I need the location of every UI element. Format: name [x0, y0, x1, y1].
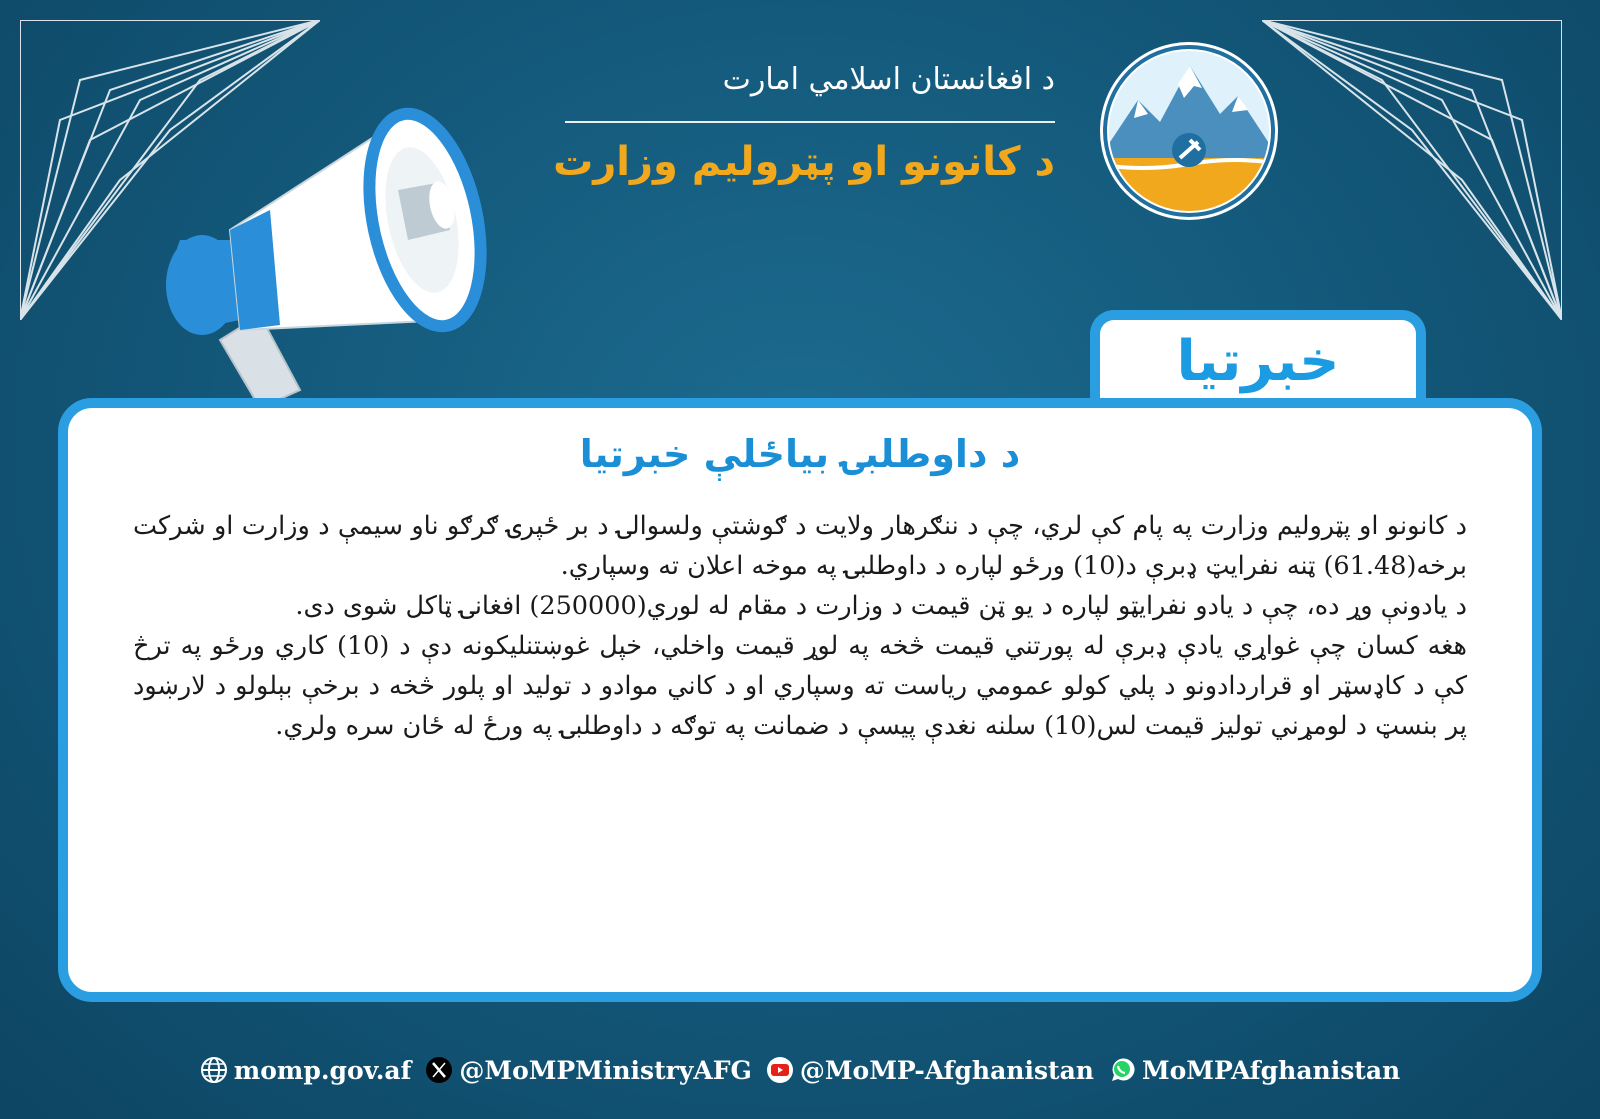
header-emirate — [555, 58, 1055, 102]
footer-whatsapp-text: MoMPAfghanistan — [1141, 1055, 1401, 1085]
announcement-title: د داوطلبۍ بیاځلې خبرتیا — [579, 432, 1021, 476]
social-footer — [0, 1050, 1600, 1090]
footer-website[interactable] — [200, 1056, 412, 1085]
announcement-tab — [1090, 310, 1426, 410]
paragraph-2: د یادونې وړ ده، چې د یادو نفرایټو لپاره د یو ټن قیمت د وزارت د مقام له لوري(250000) افغانۍ ټاکل شوی دی. — [295, 591, 1467, 621]
footer-x[interactable] — [425, 1056, 751, 1085]
announcement-body — [133, 506, 1467, 746]
paragraph-1: د کانونو او پټرولیم وزارت په پام کې لري، چې د ننګرهار ولایت د ګوشتې ولسوالۍ د بر ځپرۍ ګرګو ناو سیمې د وزارت او شرکت برخه(61.48) ټنه نفرایټ ډبرې د(10) ورځو لپاره د داوطلبۍ په موخه اعلان ته وسپاري. — [133, 511, 1467, 581]
footer-youtube-text: @MoMP-Afghanistan — [799, 1055, 1094, 1085]
ministry-logo — [1098, 40, 1280, 222]
footer-website-text: momp.gov.af — [233, 1055, 412, 1085]
corner-line-art-right — [1262, 20, 1562, 320]
paragraph-3: هغه کسان چې غواړي یادې ډبرې له پورتني قیمت څخه په لوړ قیمت واخلي، خپل غوښتنلیکونه دې د (10) کاري ورځو په ترڅ کې د کاډسټر او قراردادونو د پلي کولو عمومي ریاست ته وسپاري او د کاني موادو د تولید او پلور څخه د برخې بېلولو د لارښود پر بنسټ د لومړني تولیز قیمت لس(10) سلنه نغدې پیسې د ضمانت په توګه د داوطلبۍ په ورځ له ځان سره ولري. — [133, 631, 1467, 741]
ministry-title: د کانونو او پټرولیم وزارت — [553, 139, 1055, 185]
emirate-title: د افغانستان اسلامي امارت — [722, 62, 1055, 97]
youtube-icon — [766, 1056, 794, 1084]
footer-youtube[interactable] — [766, 1056, 1094, 1085]
globe-icon — [200, 1056, 228, 1084]
announcement-card — [58, 398, 1542, 1002]
footer-x-text: @MoMPMinistryAFG — [459, 1055, 752, 1085]
megaphone-icon — [150, 90, 510, 410]
whatsapp-icon — [1108, 1056, 1136, 1084]
x-logo-icon — [425, 1056, 453, 1084]
header-divider — [565, 121, 1055, 123]
footer-whatsapp[interactable] — [1108, 1056, 1400, 1085]
announcement-tab-label: خبرتیا — [1176, 329, 1340, 394]
